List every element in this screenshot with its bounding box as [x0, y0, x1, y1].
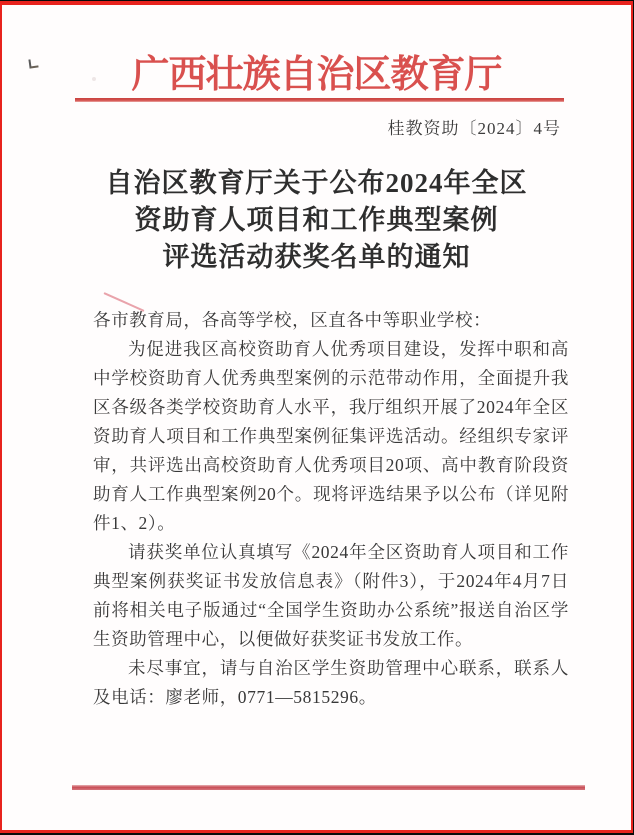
salutation: 各市教育局，各高等学校，区直各中等职业学校：	[93, 310, 492, 330]
document-page	[2, 5, 631, 830]
body-paragraph-1: 为促进我区高校资助育人优秀项目建设，发挥中职和高中学校资助育人优秀典型案例的示范带动作用，全面提升我区各级各类学校资助育人水平，我厅组织开展了2024年全区资助育人项目和工作典型案例征集评选活动。经组织专家评审，共评选出高校资助育人优秀项目20项、高中教育阶段资助育人工作典型案例20个。现将评选结果予以公布（详见附件1、2）。	[93, 339, 569, 533]
body-paragraph-3: 未尽事宜，请与自治区学生资助管理中心联系，联系人及电话：廖老师，0771—5815296。	[93, 658, 569, 707]
letterhead-title: 广西壮族自治区教育厅	[131, 54, 502, 96]
document-number: 桂教资助〔2024〕4号	[387, 119, 561, 138]
notice-title-line-2: 资助育人项目和工作典型案例	[134, 205, 499, 235]
body-paragraph-2: 请获奖单位认真填写《2024年全区资助育人项目和工作典型案例获奖证书发放信息表》（附件3），于2024年4月7日前将相关电子版通过“全国学生资助办公系统”报送自治区学生资助管理中心，以便做好获奖证书发放工作。	[93, 542, 569, 649]
scan-border-frame	[0, 1, 633, 833]
page-footer-rule	[72, 785, 585, 790]
notice-title-line-3: 评选活动获奖名单的通知	[162, 242, 471, 272]
notice-title-line-1: 自治区教育厅关于公布2024年全区	[105, 168, 528, 198]
letterhead-rule	[75, 98, 564, 102]
notice-body	[93, 306, 569, 712]
notice-title	[2, 165, 631, 276]
